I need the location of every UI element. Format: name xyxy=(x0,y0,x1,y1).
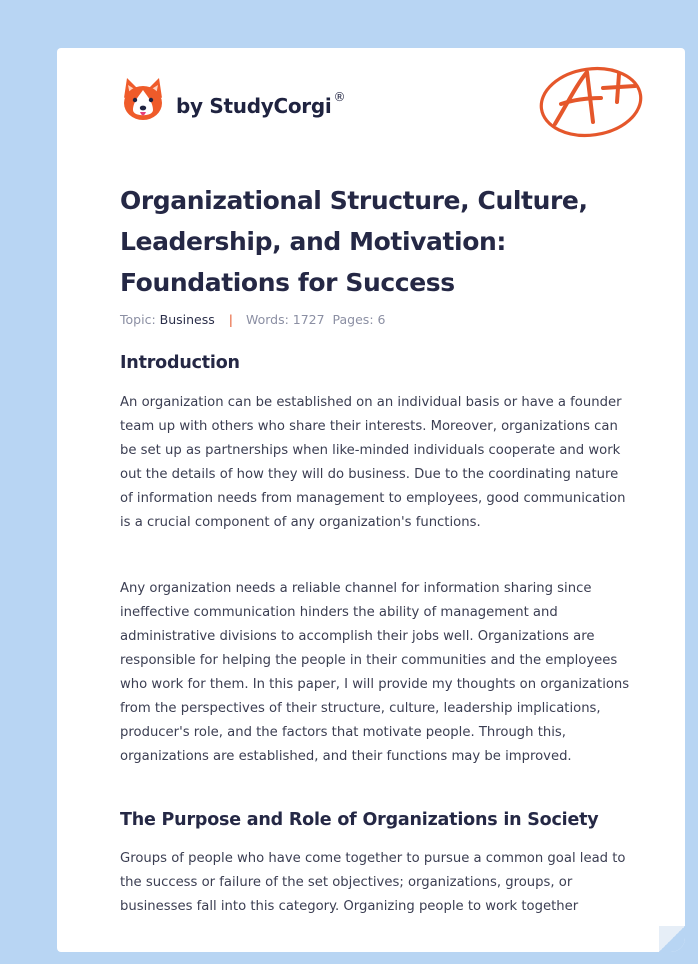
topic-label: Topic: xyxy=(120,312,156,327)
section-heading-purpose-role: The Purpose and Role of Organizations in Society xyxy=(120,810,599,830)
brand-text: by StudyCorgi xyxy=(176,94,332,118)
document-page xyxy=(57,48,685,952)
paragraph: An organization can be established on an individual basis or have a founder team up with others who share their interests. Moreover, organizations can be set up as partnerships when like-minded individuals cooperate and work out the details of how they will do business. Due to the coordinating nature of information needs from management to employees, good communication is a crucial component of any organization's functions. xyxy=(120,395,626,530)
a-plus-grade-icon xyxy=(537,58,649,140)
paragraph: Any organization needs a reliable channel for information sharing since ineffective communication hinders the ability of management and administrative divisions to accomplish their jobs well. Organizations are responsible for helping the people in their communities and the employees who work for them. In this paper, I will provide my thoughts on organizations from the perspectives of their structure, culture, leadership implications, producer's role, and the factors that motivate people. Through this, organizations are established, and their functions may be improved. xyxy=(120,581,630,764)
registered-mark: ® xyxy=(333,90,346,104)
section-heading-introduction: Introduction xyxy=(120,353,240,373)
word-count: Words: 1727 xyxy=(245,312,325,327)
page-corner-fold xyxy=(659,926,685,952)
topic-link[interactable]: Business xyxy=(159,312,215,327)
document-title: Organizational Structure, Culture, Leadership, and Motivation: Foundations for Success xyxy=(120,186,588,297)
meta-separator: | xyxy=(228,312,233,327)
paragraph: Groups of people who have come together to pursue a common goal lead to the success or failure of the set objectives; organizations, groups, or businesses fall into this category. Organizing people to work together xyxy=(120,851,626,914)
document-meta xyxy=(120,312,385,327)
page-count: Pages: 6 xyxy=(332,312,386,327)
brand-name[interactable] xyxy=(176,90,346,118)
corgi-logo-icon xyxy=(121,76,165,122)
